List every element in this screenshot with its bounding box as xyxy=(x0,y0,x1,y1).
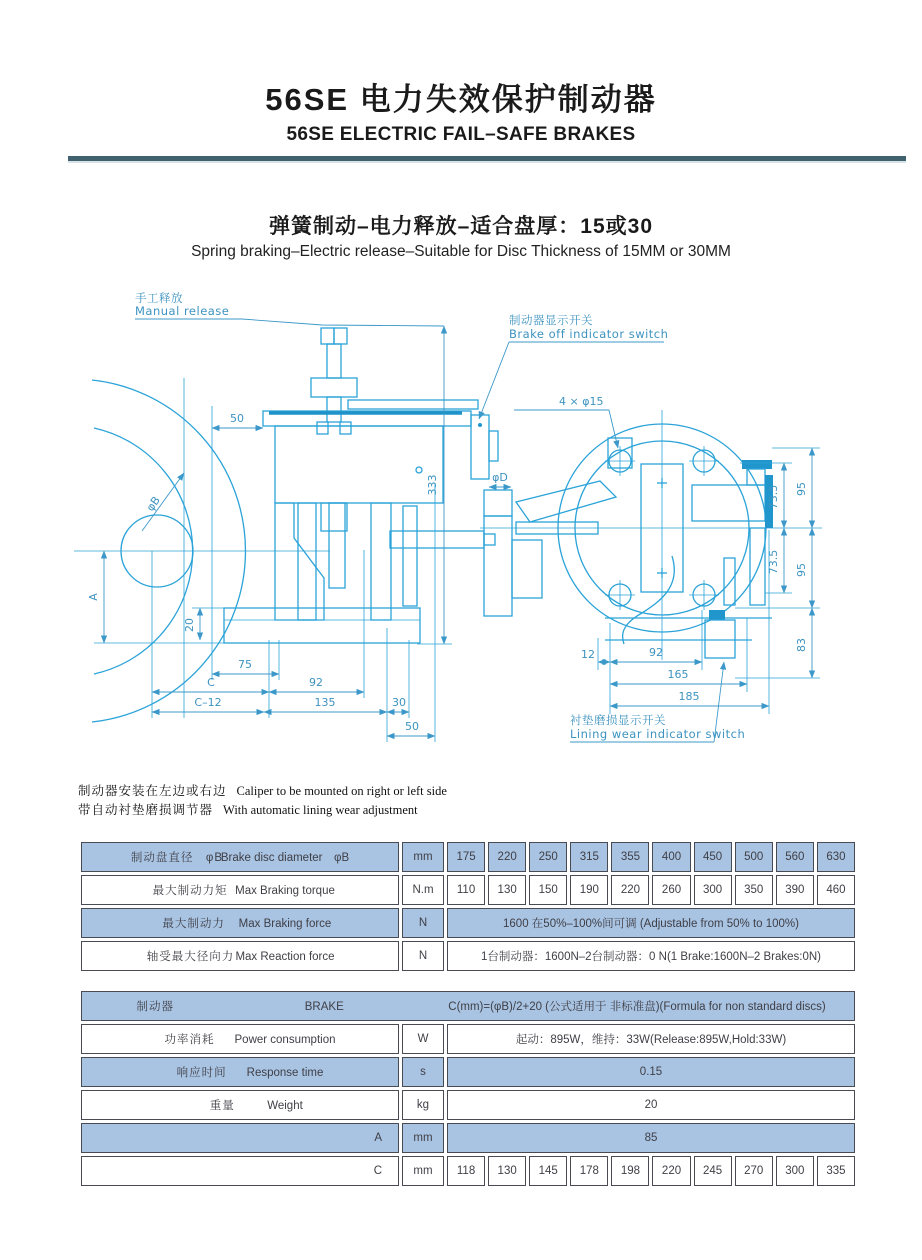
row-label-cell xyxy=(81,941,399,971)
row-value-cell: 260 xyxy=(652,875,690,905)
brake-off-switch-label-en: Brake off indicator switch xyxy=(509,327,669,341)
dim-73-5-lower: 73.5 xyxy=(767,549,780,575)
row-unit-cell: N.m xyxy=(402,875,444,905)
dim-165: 165 xyxy=(667,668,689,681)
row-value-cell: 390 xyxy=(776,875,814,905)
lining-wear-switch-label-en: Lining wear indicator switch xyxy=(570,727,746,741)
row-unit-cell: s xyxy=(402,1057,444,1087)
dim-c: C xyxy=(207,676,215,689)
dim-92-left: 92 xyxy=(309,676,323,689)
dim-12: 12 xyxy=(581,648,595,661)
right-view-front-elevation xyxy=(479,313,822,742)
row-value-cell: 150 xyxy=(529,875,567,905)
table-row xyxy=(81,941,855,971)
dim-185: 185 xyxy=(678,690,700,703)
row-merged-value-cell: 1600 在50%–100%间可调 (Adjustable from 50% to 100%) xyxy=(447,908,855,938)
row-label-en: Power consumption xyxy=(234,1034,336,1046)
row-label-en: Brake disc diameter φB xyxy=(220,852,350,864)
note-line-2 xyxy=(78,801,447,820)
row-value-cell: 245 xyxy=(694,1156,732,1186)
page-title-chinese: 56SE 电力失效保护制动器 xyxy=(265,82,657,117)
manual-release-label-en: Manual release xyxy=(135,304,230,318)
row-unit-cell: W xyxy=(402,1024,444,1054)
dim-c-minus-12: C–12 xyxy=(194,696,222,709)
row-unit-cell: N xyxy=(402,908,444,938)
row-value-cell: 118 xyxy=(447,1156,485,1186)
subtitle-chinese: 弹簧制动–电力释放–适合盘厚：15或30 xyxy=(268,215,654,238)
row-value-cell: 500 xyxy=(735,842,773,872)
row-value-cell: 335 xyxy=(817,1156,855,1186)
row-label-symbol: A xyxy=(374,1132,382,1144)
row-value-cell: 130 xyxy=(488,1156,526,1186)
row-label-cell xyxy=(81,875,399,905)
row-merged-value-cell: 20 xyxy=(447,1090,855,1120)
row-value-cell: 300 xyxy=(776,1156,814,1186)
table-row xyxy=(81,842,855,872)
row-merged-value-cell: 1台制动器：1600N–2台制动器：0 N(1 Brake:1600N–2 Brakes:0N) xyxy=(447,941,855,971)
row-value-cell: 560 xyxy=(776,842,814,872)
row-value-cell: 178 xyxy=(570,1156,608,1186)
dim-95-upper: 95 xyxy=(795,482,808,496)
table-row xyxy=(81,1090,855,1120)
row-label-cn: 功率消耗 xyxy=(164,1034,215,1046)
row-label-cell xyxy=(81,1024,399,1054)
row-value-cell: 355 xyxy=(611,842,649,872)
row-label-cell xyxy=(81,1123,399,1153)
row-label-cn: 制动器 xyxy=(136,1001,175,1013)
row-value-cell: 460 xyxy=(817,875,855,905)
dim-phi-d: φD xyxy=(492,471,508,484)
row-value-cell: 220 xyxy=(652,1156,690,1186)
table-row xyxy=(81,908,855,938)
note-1-chinese: 制动器安装在左边或右边 xyxy=(78,784,227,798)
dim-73-5-upper: 73.5 xyxy=(767,484,780,510)
row-value-cell: 130 xyxy=(488,875,526,905)
row-label-cell xyxy=(81,908,399,938)
row-unit-cell: mm xyxy=(402,842,444,872)
row-merged-value-cell: 0.15 xyxy=(447,1057,855,1087)
row-label-cn: 最大制动力矩 xyxy=(152,885,228,897)
subtitle-english: Spring braking–Electric release–Suitable for Disc Thickness of 15MM or 30MM xyxy=(191,243,731,260)
row-value-cell: 190 xyxy=(570,875,608,905)
row-value-cell: 198 xyxy=(611,1156,649,1186)
dim-20: 20 xyxy=(183,618,196,632)
row-value-cell: 450 xyxy=(694,842,732,872)
spec-table-primary xyxy=(78,839,858,974)
note-2-chinese: 带自动衬垫磨损调节器 xyxy=(78,803,214,817)
row-value-cell: 315 xyxy=(570,842,608,872)
row-label-cn: 最大制动力 xyxy=(162,918,225,930)
row-unit-cell: kg xyxy=(402,1090,444,1120)
table-row xyxy=(81,991,855,1021)
row-label-en: Max Braking torque xyxy=(235,885,335,897)
table-row xyxy=(81,1156,855,1186)
dim-50-top: 50 xyxy=(230,412,244,425)
left-view-side-elevation xyxy=(74,291,498,742)
row-label-en: Max Reaction force xyxy=(235,951,335,963)
row-label-cn: 制动盘直径 φB xyxy=(130,852,223,864)
row-full-cell xyxy=(81,991,855,1021)
notes xyxy=(78,782,447,820)
row-unit-cell: N xyxy=(402,941,444,971)
page-title-english: 56SE ELECTRIC FAIL–SAFE BRAKES xyxy=(286,124,636,145)
row-label-cn: 重量 xyxy=(209,1100,235,1112)
row-value-cell: 110 xyxy=(447,875,485,905)
dim-30: 30 xyxy=(392,696,406,709)
technical-drawing xyxy=(72,288,917,778)
row-label-symbol: C xyxy=(373,1165,382,1177)
note-line-1 xyxy=(78,782,447,801)
row-unit-cell: mm xyxy=(402,1156,444,1186)
row-value-cell: 175 xyxy=(447,842,485,872)
dim-4x15: 4 × φ15 xyxy=(559,395,604,408)
table-row xyxy=(81,1024,855,1054)
row-label-cell xyxy=(81,1156,399,1186)
row-unit-cell: mm xyxy=(402,1123,444,1153)
row-merged-value-cell: 85 xyxy=(447,1123,855,1153)
table-row xyxy=(81,1057,855,1087)
row-label-cell xyxy=(81,842,399,872)
spec-table-secondary xyxy=(78,988,858,1189)
note-1-english: Caliper to be mounted on right or left side xyxy=(236,784,447,798)
row-value-cell: 400 xyxy=(652,842,690,872)
row-value-cell: 630 xyxy=(817,842,855,872)
dim-92-right: 92 xyxy=(649,646,663,659)
row-value-cell: 350 xyxy=(735,875,773,905)
brake-off-switch-label-cn: 制动器显示开关 xyxy=(509,313,593,327)
dim-83: 83 xyxy=(795,638,808,652)
row-value-cell: 300 xyxy=(694,875,732,905)
row-value-cell: 220 xyxy=(611,875,649,905)
table-row xyxy=(81,1123,855,1153)
dim-333: 333 xyxy=(426,474,439,496)
row-label-en: Response time xyxy=(246,1067,324,1079)
row-label-cell xyxy=(81,1090,399,1120)
row-label-en: Max Braking force xyxy=(238,918,332,930)
row-value-cell: 250 xyxy=(529,842,567,872)
dim-75: 75 xyxy=(238,658,252,671)
row-value-cell: 220 xyxy=(488,842,526,872)
row-label-cn: 轴受最大径向力 xyxy=(146,951,235,963)
row-formula: C(mm)=(φB)/2+20 (公式适用于 非标准盘)(Formula for non standard discs) xyxy=(448,1001,826,1013)
row-label-cn: 响应时间 xyxy=(176,1067,227,1079)
dim-95-lower: 95 xyxy=(795,563,808,577)
manual-release-label-cn: 手工释放 xyxy=(135,291,183,305)
row-merged-value-cell: 起动：895W，维持：33W(Release:895W,Hold:33W) xyxy=(447,1024,855,1054)
row-value-cell: 270 xyxy=(735,1156,773,1186)
row-label-en: BRAKE xyxy=(304,1001,344,1013)
note-2-english: With automatic lining wear adjustment xyxy=(223,803,418,817)
title-divider-rule xyxy=(68,156,906,163)
lining-wear-switch-label-cn: 衬垫磨损显示开关 xyxy=(570,713,666,727)
dim-50-bottom: 50 xyxy=(405,720,419,733)
row-value-cell: 145 xyxy=(529,1156,567,1186)
dim-a: A xyxy=(87,593,100,601)
dim-135: 135 xyxy=(314,696,336,709)
row-label-cell xyxy=(81,1057,399,1087)
table-row xyxy=(81,875,855,905)
dim-phi-b: φB xyxy=(143,494,163,514)
row-label-en: Weight xyxy=(267,1100,303,1112)
